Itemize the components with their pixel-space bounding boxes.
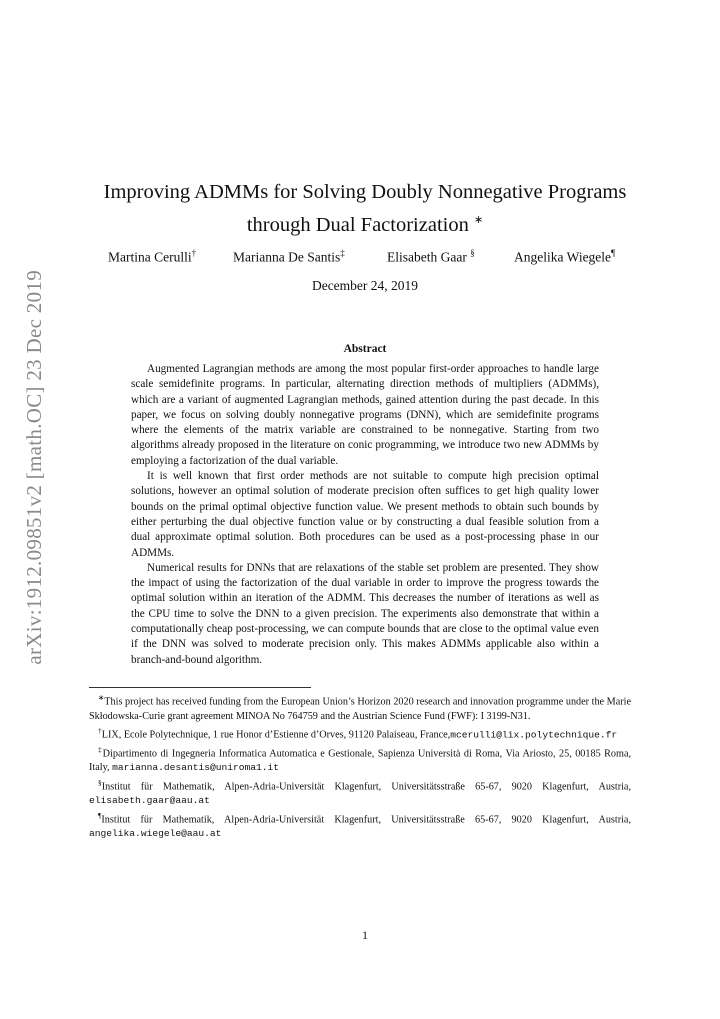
author-name: Elisabeth Gaar [387,249,467,265]
footnote-funding [89,691,631,724]
footnote-de-santis [89,743,631,776]
author-mark: † [191,248,197,258]
author-mark: ¶ [611,248,616,258]
author-gaar [387,248,475,266]
abstract-paragraph: It is well known that first order methods are not suitable to compute high precision optimal solutions, however an optimal solution of moderate precision often suffices to get high quality lower bounds on the primal optimal objective function value. We present methods to obtain such bounds by either perturbing the dual objective function value or by constructing a dual feasible solution from a dual approximate optimal solution. Both procedures can be used as a post-processing phase in our ADMMs. [131,470,599,559]
arxiv-identifier: arXiv:1912.09851v2 [math.OC] 23 Dec 2019 [22,270,46,665]
abstract-paragraph: Numerical results for DNNs that are relaxations of the stable set problem are presented. They show the impact of using the factorization of the dual variable in order to improve the progress towards the optimal solution within an iteration of the ADMM. This decreases the number of iterations as well as the CPU time to solve the DNN to a given precision. The experiments also demonstrate that within a computationally cheap post-processing, we can compute bounds that are close to the optimal value even if the DNN was solved to moderate precision only. This makes ADMMs applicable also within a branch-and-bound algorithm. [131,561,599,666]
footnote-rule [89,687,311,688]
author-cerulli [108,248,196,266]
abstract-paragraph: Augmented Lagrangian methods are among the most popular first-order approaches to handle large scale semidefinite programs. In particular, alternating direction methods of multipliers (ADMMs), which are a variant of augmented Lagrangian methods, gained attention during the past decade. In this paper, we focus on solving doubly nonnegative programs (DNN), which are semidefinite programs where the elements of the matrix variable are constrained to be nonnegative. Starting from two algorithms already proposed in the literature on conic programming, we introduce two new ADMMs by employing a factorization of the dual variable. [131,363,599,467]
footnote-text: LIX, Ecole Polytechnique, 1 rue Honor d’Estienne d’Orves, 91120 Palaiseau, France, [101,729,451,741]
author-wiegele [514,248,615,266]
footnote-text: Dipartimento di Ingegneria Informatica Automatica e Gestionale, Sapienza Università di Roma, Via Ariosto, 25, 00185 Roma, Italy, [89,748,632,774]
footnotes [89,691,631,842]
title-line-2-text: through Dual Factorization [246,213,469,236]
email-link[interactable]: marianna.desantis@uniroma1.it [112,762,280,774]
abstract-body [131,362,599,668]
author-mark: ‡ [340,248,345,258]
footnote-mark: ‡ [98,744,103,754]
abstract-heading: Abstract [343,343,387,355]
footnote-mark: ¶ [98,810,102,820]
footnote-gaar [89,776,631,809]
footnote-text: Institut für Mathematik, Alpen-Adria-Universität Klagenfurt, Universitätsstraße 65-67, 9020 Klagenfurt, Austria, [101,814,631,826]
footnote-text: This project has received funding from the European Union’s Horizon 2020 research and innovation programme under the Marie Skłodowska-Curie grant agreement MINOA No 764759 and the Austrian Science Fund (FWF): I 3199-N31. [89,696,631,722]
page-number: 1 [362,928,368,942]
footnote-mark: ∗ [98,693,105,702]
footnote-cerulli [89,724,631,743]
author-name: Marianna De Santis [233,249,341,265]
author-mark: § [470,248,475,258]
publication-date: December 24, 2019 [311,278,419,293]
title-line-1: Improving ADMMs for Solving Doubly Nonnegative Programs [103,181,627,203]
footnote-mark: § [98,777,102,787]
author-name: Angelika Wiegele [514,249,612,265]
paper-title [95,178,635,239]
author-name: Martina Cerulli [108,249,192,265]
title-line-2 [95,206,635,239]
author-de-santis [233,248,345,266]
footnote-text: Institut für Mathematik, Alpen-Adria-Universität Klagenfurt, Universitätsstraße 65-67, 9020 Klagenfurt, Austria, [101,781,631,793]
footnote-mark: † [98,725,102,735]
footnote-wiegele [89,809,631,842]
title-footnote-mark: ∗ [473,214,484,226]
email-link[interactable]: elisabeth.gaar@aau.at [89,795,210,807]
email-link[interactable]: angelika.wiegele@aau.at [89,828,222,840]
email-link[interactable]: mcerulli@lix.polytechnique.fr [450,729,618,741]
